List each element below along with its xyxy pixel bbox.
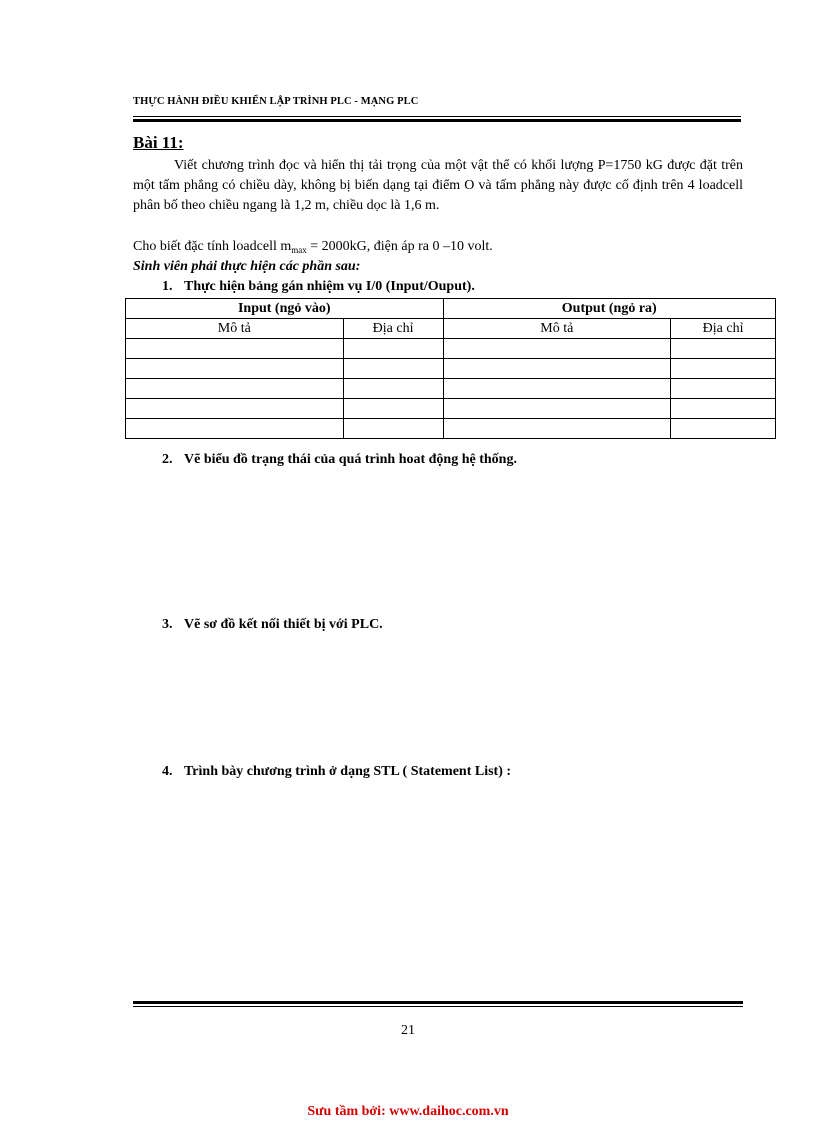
footer-rule-thin	[133, 1006, 743, 1007]
exercise-title: Bài 11:	[133, 133, 184, 152]
exercise-description	[133, 156, 743, 216]
task-1	[162, 279, 475, 295]
source-credit	[0, 1104, 816, 1120]
table-cell	[443, 399, 671, 419]
input-header: Input (ngỏ vào)	[126, 299, 444, 319]
table-row	[126, 339, 776, 359]
table-header-row	[126, 299, 776, 319]
table-cell	[671, 399, 776, 419]
task-2	[162, 452, 517, 468]
table-cell	[443, 359, 671, 379]
table-cell	[343, 359, 443, 379]
task-number: 2.	[162, 452, 173, 467]
task-text: Thực hiện bảng gán nhiệm vụ I/0 (Input/Ouput).	[184, 279, 475, 294]
table-cell	[343, 379, 443, 399]
task-text: Trình bày chương trình ở dạng STL ( Statement List) :	[184, 764, 512, 779]
exercise-paragraph: Viết chương trình đọc và hiển thị tải trọng của một vật thể có khối lượng P=1750 kG được đặt trên một tấm phẳng có chiều dày, không bị biến dạng tại điểm O và tấm phẳng này được cố định trên 4 loadcell phân bố theo chiều ngang là 1,2 m, chiều dọc là 1,6 m.	[133, 158, 743, 213]
table-cell	[126, 419, 344, 439]
task-number: 1.	[162, 279, 173, 294]
page-number: 21	[401, 1023, 415, 1038]
footer-rule-thick	[133, 1001, 743, 1004]
task-text: Vẽ biểu đồ trạng thái của quá trình hoat động hệ thống.	[184, 452, 517, 467]
output-desc-header: Mô tả	[443, 319, 671, 339]
output-header: Output (ngỏ ra)	[443, 299, 776, 319]
table-cell	[671, 339, 776, 359]
spec-subscript: max	[291, 245, 307, 255]
input-addr-header: Địa chỉ	[343, 319, 443, 339]
table-cell	[443, 379, 671, 399]
source-label: Sưu tầm bởi:	[307, 1104, 390, 1119]
table-cell	[343, 339, 443, 359]
task-number: 3.	[162, 617, 173, 632]
task-text: Vẽ sơ đồ kết nối thiết bị với PLC.	[184, 617, 383, 632]
io-assignment-table	[125, 298, 776, 439]
source-link[interactable]: www.daihoc.com.vn	[389, 1104, 509, 1119]
table-row	[126, 419, 776, 439]
spec-prefix: Cho biết đặc tính loadcell m	[133, 239, 292, 254]
table-cell	[443, 419, 671, 439]
table-cell	[671, 379, 776, 399]
table-cell	[126, 399, 344, 419]
table-cell	[671, 419, 776, 439]
table-row	[126, 399, 776, 419]
table-cell	[343, 399, 443, 419]
table-cell	[126, 359, 344, 379]
table-subheader-row	[126, 319, 776, 339]
running-header: THỰC HÀNH ĐIỀU KHIỂN LẬP TRÌNH PLC - MẠNG PLC	[133, 96, 419, 107]
table-cell	[343, 419, 443, 439]
spec-suffix: = 2000kG, điện áp ra 0 –10 volt.	[306, 239, 493, 254]
input-desc-header: Mô tả	[126, 319, 344, 339]
table-row	[126, 379, 776, 399]
task-4	[162, 764, 511, 780]
table-cell	[126, 339, 344, 359]
output-addr-header: Địa chỉ	[671, 319, 776, 339]
header-rule-thick	[133, 119, 741, 122]
task-number: 4.	[162, 764, 173, 779]
header-rule-thin	[133, 116, 741, 117]
instruction-heading: Sinh viên phải thực hiện các phần sau:	[133, 259, 361, 274]
table-cell	[443, 339, 671, 359]
table-cell	[671, 359, 776, 379]
table-row	[126, 359, 776, 379]
task-3	[162, 617, 383, 633]
table-cell	[126, 379, 344, 399]
